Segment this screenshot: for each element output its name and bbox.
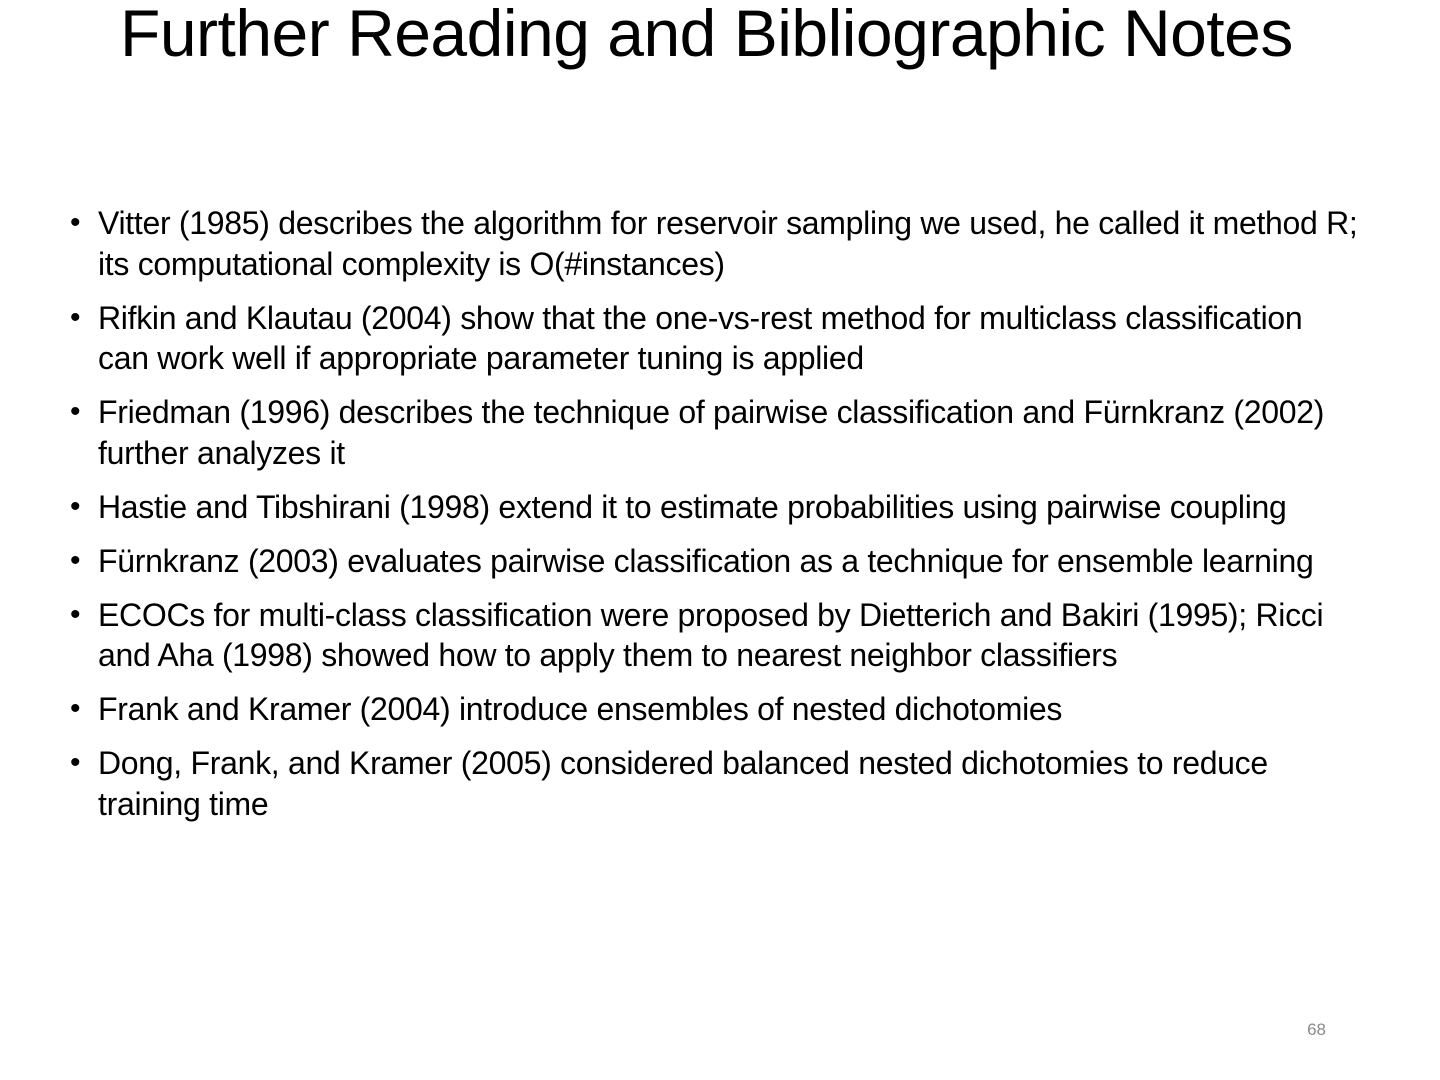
bullet-marker: • [70, 395, 81, 428]
bullet-marker: • [70, 489, 81, 523]
bullet-text: Frank and Kramer (2004) introduce ensembles of nested dichotomies [98, 691, 1063, 727]
bullet-item [70, 298, 1360, 379]
bullet-text: Rifkin and Klautau (2004) show that the one-vs-rest method for multiclass classification can work well if appropriate parameter tuning is applied [98, 299, 1303, 376]
bullet-item [70, 541, 1360, 582]
bullet-item [70, 689, 1360, 730]
bullet-marker: • [70, 692, 81, 725]
bullet-marker: • [70, 300, 81, 334]
bullet-item [70, 392, 1360, 473]
slide-title: Further Reading and Bibliographic Notes [120, 0, 1293, 70]
bullet-text: Friedman (1996) describes the technique of pairwise classification and Fürnkranz (2002) further analyzes it [98, 394, 1325, 471]
bullet-text: Fürnkranz (2003) evaluates pairwise classification as a technique for ensemble learning [98, 542, 1314, 579]
bullet-item [70, 595, 1360, 676]
bullet-item [70, 743, 1360, 824]
bullet-list [70, 203, 1360, 838]
page-number: 68 [1307, 1020, 1326, 1039]
bullet-marker: • [70, 206, 81, 239]
bullet-text: Vitter (1985) describes the algorithm for reservoir sampling we used, he called it method R; its computational complexity is O(#instances) [98, 205, 1358, 282]
bullet-text: ECOCs for multi-class classification were proposed by Dietterich and Bakiri (1995); Ricci and Aha (1998) showed how to apply them to nearest neighbor classifiers [98, 596, 1324, 673]
bullet-text: Hastie and Tibshirani (1998) extend it to estimate probabilities using pairwise coupling [98, 488, 1287, 525]
bullet-marker: • [70, 543, 81, 577]
bullet-marker: • [70, 597, 81, 631]
bullet-item [70, 203, 1360, 284]
bullet-text: Dong, Frank, and Kramer (2005) considered balanced nested dichotomies to reduce training time [98, 745, 1268, 822]
bullet-marker: • [70, 746, 81, 779]
bullet-item [70, 487, 1360, 528]
